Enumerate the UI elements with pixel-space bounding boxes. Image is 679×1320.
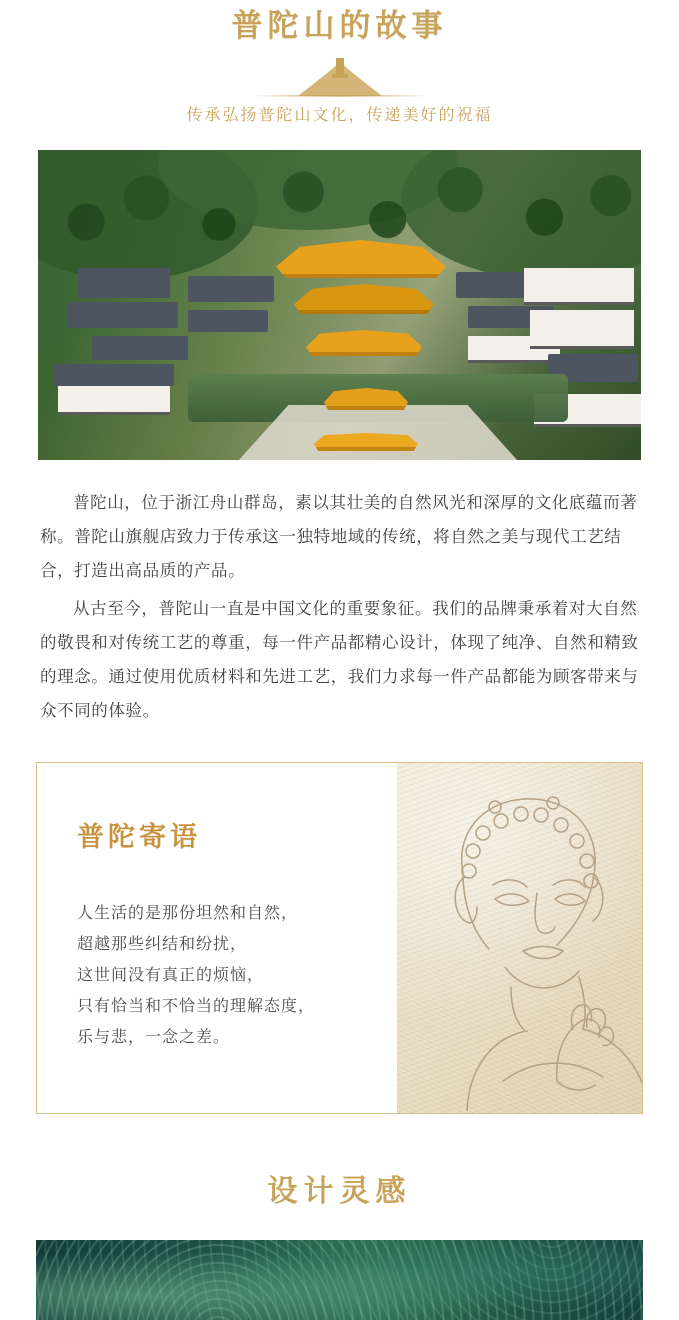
quote-line: 超越那些纠结和纷扰，	[77, 936, 248, 953]
green-texture-artwork	[36, 1240, 643, 1320]
paragraph-2: 从古至今，普陀山一直是中国文化的重要象征。我们的品牌秉承着对大自然的敬畏和对传统工艺的尊重，每一件产品都精心设计，体现了纯净、自然和精致的理念。通过使用优质材料和先进工艺，我们力求每一件产品都能为顾客带来与众不同的体验。	[40, 599, 639, 720]
quote-line: 人生活的是那份坦然和自然，	[77, 905, 299, 922]
intro-text	[40, 486, 639, 728]
design-inspiration-image	[36, 1240, 643, 1320]
paragraph-1: 普陀山，位于浙江舟山群岛，素以其壮美的自然风光和深厚的文化底蕴而著称。普陀山旗舰店致力于传承这一独特地域的传统，将自然之美与现代工艺结合，打造出高品质的产品。	[40, 493, 638, 580]
quote-line: 乐与悲，一念之差。	[77, 1029, 231, 1046]
quote-lines	[77, 898, 397, 1053]
quote-line: 只有恰当和不恰当的理解态度，	[77, 998, 316, 1015]
buddha-image	[397, 763, 642, 1113]
buddha-line-drawing	[407, 781, 643, 1111]
temple-aerial-photo	[38, 150, 641, 460]
hero-image	[38, 150, 641, 460]
page-subtitle: 传承弘扬普陀山文化，传递美好的祝福	[186, 107, 493, 124]
page-title: 普陀山的故事	[231, 8, 448, 43]
quote-title: 普陀寄语	[77, 822, 201, 852]
header	[0, 0, 679, 128]
quote-line: 这世间没有真正的烦恼，	[77, 967, 265, 984]
mountain-ornament-icon	[240, 52, 440, 98]
section-title-design-inspiration: 设计灵感	[267, 1175, 412, 1208]
quote-card	[36, 762, 643, 1114]
quote-text-column	[37, 763, 397, 1113]
